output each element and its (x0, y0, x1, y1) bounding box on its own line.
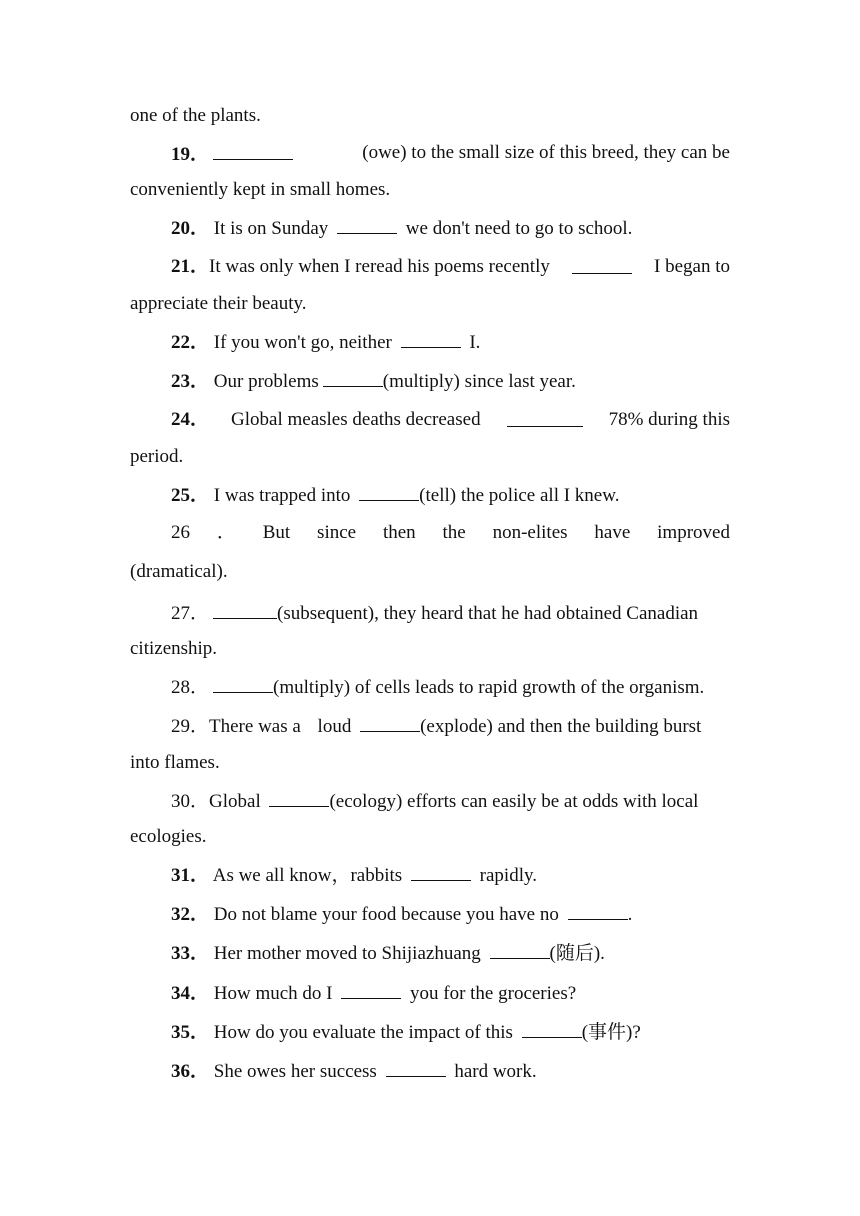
question-27-line2: citizenship. (130, 638, 218, 659)
question-text: (multiply) since last year. (382, 371, 576, 392)
question-26-line1 (171, 521, 730, 545)
question-text: (事件)? (581, 1022, 641, 1043)
word: then (382, 522, 416, 543)
answer-blank[interactable] (568, 901, 628, 920)
question-number: 20． (171, 218, 210, 239)
question-25 (171, 482, 730, 508)
question-text: How much do I (213, 983, 333, 1004)
question-29-line2: into flames. (130, 752, 220, 773)
question-text: hard work. (454, 1061, 537, 1082)
answer-blank[interactable] (337, 215, 397, 234)
question-26-line2: (dramatical). (130, 561, 228, 582)
question-30-line1 (171, 788, 730, 814)
word: But (262, 522, 291, 543)
answer-blank[interactable] (213, 600, 277, 619)
answer-blank[interactable] (269, 788, 329, 807)
question-text: (owe) to the small size of this breed, they can be (362, 142, 730, 163)
question-text: (subsequent), they heard that he had obtained Canadian (277, 603, 699, 624)
question-30-line2: ecologies. (130, 826, 207, 847)
question-text: She owes her success (213, 1061, 377, 1082)
question-number: 31． (171, 865, 210, 886)
question-text: Our problems (213, 371, 319, 392)
question-number: 30． (171, 791, 210, 812)
answer-blank[interactable] (507, 408, 583, 427)
question-22 (171, 329, 730, 355)
question-31 (171, 862, 730, 888)
question-number: 19． (171, 144, 210, 165)
question-number: 27． (171, 603, 210, 624)
question-19-line1 (171, 141, 730, 167)
question-text: Her mother moved to Shijiazhuang (213, 943, 481, 964)
question-text: (tell) the police all I knew. (419, 485, 620, 506)
question-text: Global measles deaths decreased (231, 409, 481, 430)
answer-blank[interactable] (323, 368, 383, 387)
question-number: 35． (171, 1022, 210, 1043)
answer-blank[interactable] (401, 329, 461, 348)
answer-blank[interactable] (411, 862, 471, 881)
question-29-line1 (171, 713, 730, 739)
question-text: I. (469, 332, 481, 353)
question-19-line2: conveniently kept in small homes. (130, 179, 391, 200)
question-number: 36． (171, 1061, 210, 1082)
answer-blank[interactable] (572, 255, 632, 274)
question-text: (随后). (549, 943, 605, 964)
question-text: Do not blame your food because you have no (213, 904, 559, 925)
question-text: As we all know，rabbits (212, 865, 403, 886)
answer-blank[interactable] (360, 713, 420, 732)
question-27-line1 (171, 600, 730, 626)
question-text: rapidly. (479, 865, 538, 886)
question-text: loud (317, 716, 352, 737)
question-number: 23． (171, 371, 210, 392)
question-number: 25． (171, 485, 210, 506)
question-text: . (627, 904, 633, 925)
answer-blank[interactable] (386, 1058, 446, 1077)
question-text: If you won't go, neither (213, 332, 392, 353)
word: since (317, 522, 357, 543)
question-text: I was trapped into (213, 485, 351, 506)
question-number: 34． (171, 983, 210, 1004)
q18-tail: one of the plants. (130, 105, 261, 126)
question-number: 24． (171, 409, 210, 430)
question-number: 28． (171, 677, 210, 698)
question-36 (171, 1058, 730, 1084)
question-23 (171, 368, 730, 394)
question-text: Global (209, 791, 261, 812)
answer-blank[interactable] (522, 1019, 582, 1038)
question-number: 29． (171, 716, 210, 737)
question-32 (171, 901, 730, 927)
question-24-line1 (171, 408, 730, 432)
question-35 (171, 1019, 730, 1045)
question-dot: ． (216, 522, 236, 543)
question-number: 26 (171, 522, 190, 543)
question-20 (171, 215, 730, 241)
word: improved (657, 522, 730, 543)
answer-blank[interactable] (341, 980, 401, 999)
question-21-line1 (171, 255, 730, 279)
answer-blank[interactable] (213, 141, 293, 160)
question-21-line2: appreciate their beauty. (130, 293, 307, 314)
question-text: It was only when I reread his poems recently (209, 256, 550, 277)
question-34 (171, 980, 730, 1006)
word: have (594, 522, 631, 543)
question-text: How do you evaluate the impact of this (213, 1022, 513, 1043)
answer-blank[interactable] (213, 674, 273, 693)
question-text: (ecology) efforts can easily be at odds with local (329, 791, 699, 812)
word: non-elites (492, 522, 568, 543)
answer-blank[interactable] (359, 482, 419, 501)
question-number: 22． (171, 332, 210, 353)
question-text: I began to (654, 256, 730, 277)
question-28 (171, 674, 730, 700)
question-text: There was a (209, 716, 301, 737)
question-number: 21． (171, 256, 210, 277)
question-33 (171, 940, 730, 966)
question-number: 32． (171, 904, 210, 925)
question-text: we don't need to go to school. (405, 218, 633, 239)
question-number: 33． (171, 943, 210, 964)
question-text: It is on Sunday (213, 218, 329, 239)
question-text: 78% during this (608, 409, 730, 430)
question-text: (multiply) of cells leads to rapid growth of the organism. (273, 677, 705, 698)
answer-blank[interactable] (490, 940, 550, 959)
question-24-line2: period. (130, 446, 184, 467)
question-text: (explode) and then the building burst (420, 716, 702, 737)
question-text: you for the groceries? (410, 983, 577, 1004)
word: the (442, 522, 466, 543)
